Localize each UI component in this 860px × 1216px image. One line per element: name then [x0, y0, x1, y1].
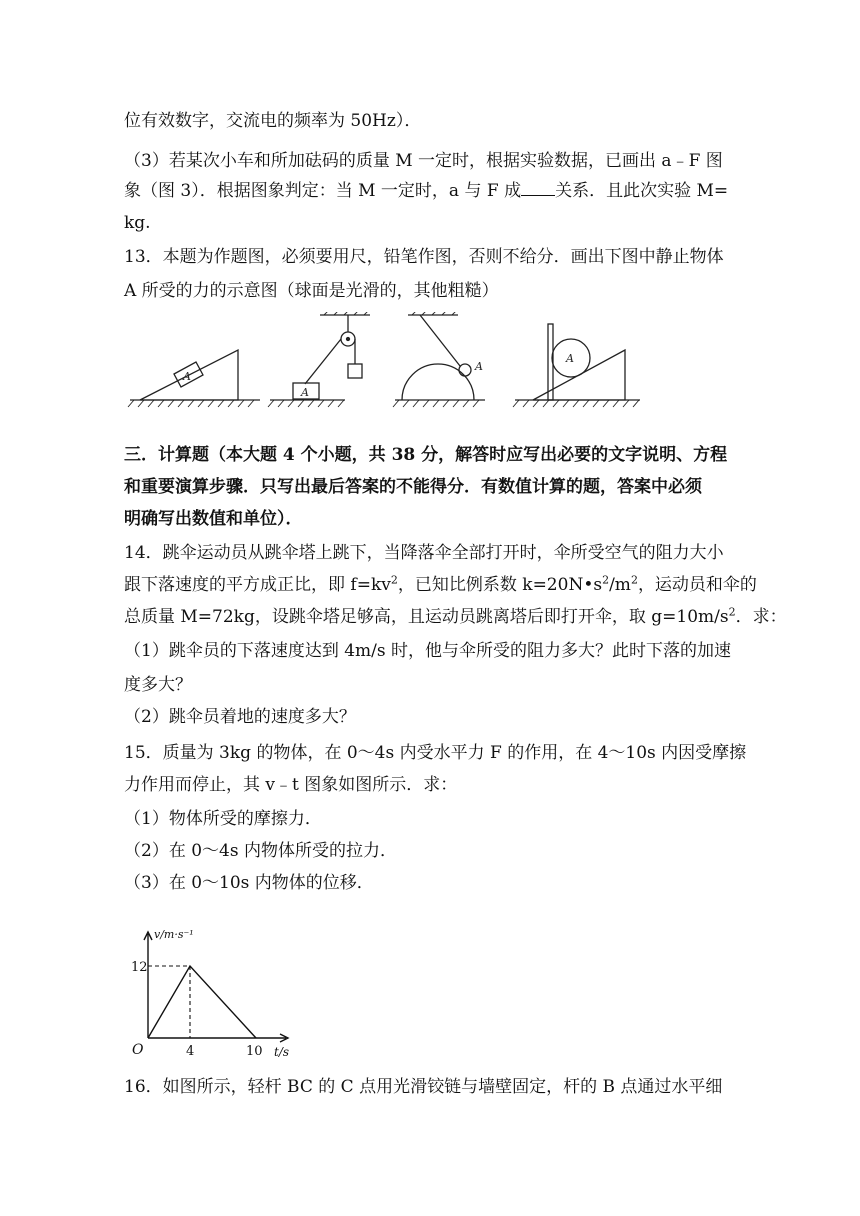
q14-text-c: /m [609, 575, 631, 595]
q16-line-1: 16．如图所示，轻杆 BC 的 C 点用光滑铰链与墙壁固定，杆的 B 点通过水平细 [124, 1077, 723, 1097]
velocity-line [148, 966, 256, 1038]
q14-text-a: 跟下落速度的平方成正比，即 f=kv [124, 575, 391, 595]
label-a-4: A [566, 352, 574, 365]
q12-line-4: kg. [124, 213, 151, 233]
origin-label: O [132, 1042, 144, 1058]
answer-blank [521, 181, 555, 196]
x-tick-10: 10 [246, 1044, 263, 1059]
q12-line-2: （3）若某次小车和所加砝码的质量 M 一定时，根据实验数据，已画出 a﹣F 图 [124, 151, 723, 171]
figure-ball-on-hemisphere [393, 312, 485, 407]
q15-line-5: （3）在 0～10s 内物体的位移． [124, 873, 374, 893]
section3-line-3: 明确写出数值和单位）． [124, 509, 303, 529]
q15-line-2: 力作用而停止，其 v﹣t 图象如图所示．求： [124, 775, 458, 795]
figure-ball-wall-incline [513, 324, 640, 407]
q13-line-2: A 所受的力的示意图（球面是光滑的，其他粗糙） [124, 281, 499, 301]
section3-line-2: 和重要演算步骤．只写出最后答案的不能得分．有数值计算的题，答案中必须 [124, 477, 702, 497]
label-a-2: A [301, 386, 309, 399]
figure-pulley [268, 312, 370, 407]
q15-line-4: （2）在 0～4s 内物体所受的拉力． [124, 841, 397, 861]
q12-line-1: 位有效数字，交流电的频率为 50Hz）． [124, 111, 422, 131]
q14-text-d: ，运动员和伞的 [637, 575, 757, 595]
q14-text-b: ，已知比例系数 k=20N•s [397, 575, 603, 595]
x-tick-4: 4 [186, 1044, 195, 1059]
q14-line-1: 14．跳伞运动员从跳伞塔上跳下，当降落伞全部打开时，伞所受空气的阻力大小 [124, 543, 724, 563]
q14-text-e: 总质量 M=72kg，设跳伞塔足够高，且运动员跳离塔后即打开伞，取 g=10m/s [124, 607, 729, 627]
superscript: 2 [602, 573, 610, 587]
superscript: 2 [390, 573, 398, 587]
superscript: 2 [728, 605, 736, 619]
vt-graph [124, 924, 300, 1060]
label-a-1: A [183, 370, 191, 383]
q13-line-1: 13．本题为作题图，必须要用尺，铅笔作图，否则不给分．画出下图中静止物体 [124, 247, 724, 267]
q12-line-3 [124, 180, 736, 202]
superscript: 2 [630, 573, 638, 587]
section3-line-1: 三．计算题（本大题 4 个小题，共 38 分，解答时应写出必要的文字说明、方程 [124, 445, 728, 465]
q14-line-6: （2）跳伞员着地的速度多大？ [124, 707, 356, 727]
q15-line-1: 15．质量为 3kg 的物体，在 0～4s 内受水平力 F 的作用，在 4～10s 内因受摩擦 [124, 743, 747, 763]
q13-figures [120, 312, 740, 422]
x-axis-label: t/s [274, 1045, 290, 1059]
q12-line-3-a: 象（图 3）．根据图象判定：当 M 一定时，a 与 F 成 [124, 181, 522, 201]
q15-line-3: （1）物体所受的摩擦力． [124, 809, 322, 829]
figure-block-on-incline [128, 350, 260, 407]
q12-line-3-b: 关系．且此次实验 M= [555, 181, 729, 201]
y-axis-label: v/m·s⁻¹ [154, 928, 194, 941]
y-tick-12: 12 [131, 960, 148, 975]
q14-line-2 [124, 573, 757, 596]
q14-line-3 [124, 605, 787, 628]
q14-line-5: 度多大？ [124, 675, 192, 695]
q14-text-f: ．求： [735, 607, 787, 627]
label-a-3: A [475, 360, 483, 373]
q14-line-4: （1）跳伞员的下落速度达到 4m/s 时，他与伞所受的阻力多大？此时下落的加速 [124, 641, 732, 661]
